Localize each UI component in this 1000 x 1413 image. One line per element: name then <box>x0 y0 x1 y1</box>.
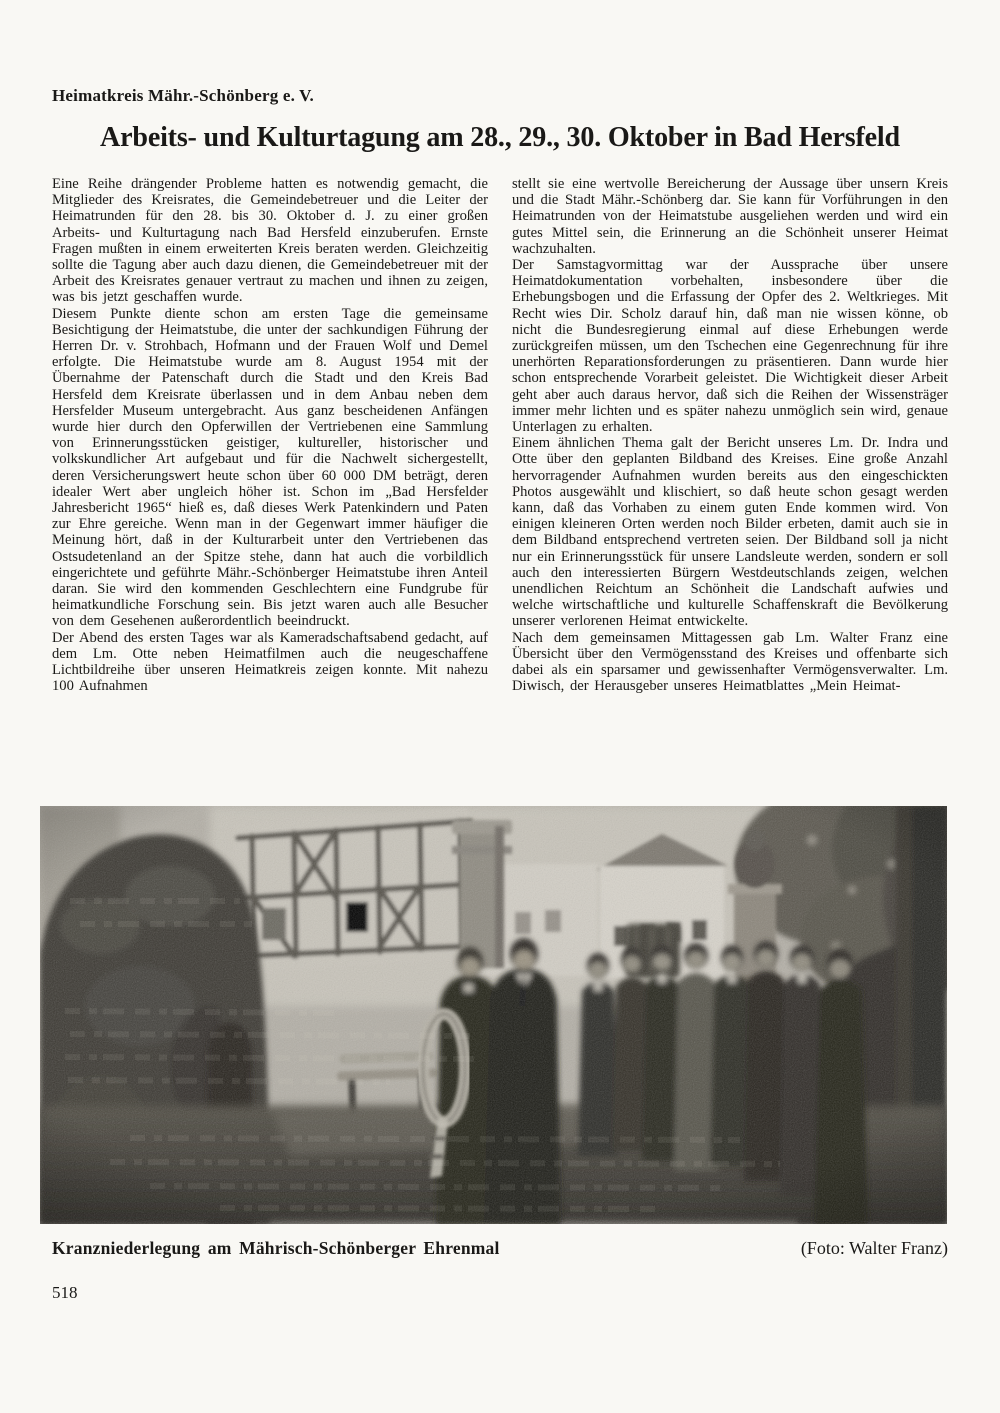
ceremony-photo <box>40 806 947 1224</box>
paragraph: Eine Reihe drängender Probleme hatten es notwendig gemacht, die Mitglieder des Kreisrates, die Gemeindebetreuer und die Leiter der Heimatrunden für den 28. bis 30. Oktober d. J. zu einer großen Arbeits- und Kulturtagung nach Bad Hersfeld einzuberufen. Ernste Fragen mußten in einem erweiterten Kreis beraten werden. Gleichzeitig sollte die Tagung aber auch dazu dienen, die Gemeindebetreuer mit der Arbeit des Kreisrates genauer vertraut zu machen und ihnen zu zeigen, was bis jetzt geschaffen wurde. <box>52 176 488 306</box>
vignette <box>40 806 947 1224</box>
paragraph: Einem ähnlichen Thema galt der Bericht unseres Lm. Dr. Indra und Otte über den geplanten Bildband des Kreises. Eine große Anzahl hervorragender Aufnahmen wurden bereits aus den eingeschickten Photos ausgewählt und klischiert, so daß heute schon gesagt werden kann, daß das Vorhaben zu einem guten Ende kommen wird. Von einigen kleineren Orten werden noch Bilder erbeten, damit auch sie in dem Bildband entsprechend vertreten seien. Der Bildband soll ja nicht nur ein Erinnerungsstück für unsere Landsleute werden, sondern er soll auch den interessierten Bürgern Westdeutschlands zeigen, welchen unendlichen Reichtum an Schönheit die Landschaft aufwies und welche wirtschaftliche und kulturelle Schaffenskraft die Bevölkerung unserer verlorenen Heimat entwickelte. <box>512 435 948 630</box>
society-name: Heimatkreis Mähr.-Schönberg e. V. <box>52 86 314 105</box>
photo-figure <box>40 806 947 1259</box>
article-title: Arbeits- und Kulturtagung am 28., 29., 30. Oktober in Bad Hersfeld <box>100 122 900 153</box>
paragraph: Der Samstagvormittag war der Aussprache über unsere Heimatdokumentation vorbehalten, insbesondere über die Erhebungsbogen und die Erfassung der Opfer des 2. Weltkrieges. Mit Recht wies Dir. Scholz darauf hin, daß man nie wissen könne, ob nicht die Bundesregierung einmal auf diese Erhebungen werde zurückgreifen müssen, um den Tschechen eine Gegenrechnung für ihre unerhörten Reparationsforderungen zu präsentieren. Dann wurde hier schon entsprechende Vorarbeit geleistet. Die Wichtigkeit dieser Arbeit geht aber auch daraus hervor, daß sich die Reihen der Wissensträger immer mehr lichten und es später nahezu unmöglich sein wird, genaue Unterlagen zu erhalten. <box>512 257 948 436</box>
paragraph: Nach dem gemeinsamen Mittagessen gab Lm. Walter Franz eine Übersicht über den Vermögensstand des Kreises und offenbarte sich dabei als ein sparsamer und gewissenhafter Vermögensverwalter. Lm. Diwisch, der Herausgeber unseres Heimatblattes „Mein Heimat- <box>512 629 948 695</box>
right-column <box>512 176 948 780</box>
left-column <box>52 176 488 780</box>
paragraph: Diesem Punkte diente schon am ersten Tage die gemeinsame Besichtigung der Heimatstube, die unter der sachkundigen Führung der Herren Dr. v. Strohbach, Hofmann und der Frauen Wolf und Demel erfolgte. Die Heimatstube wurde am 8. August 1954 mit der Übernahme der Patenschaft durch die Stadt und den Kreis Bad Hersfeld dem Kreisrate überlassen und in dem Anbau neben dem Hersfelder Museum untergebracht. Aus ganz bescheidenen Anfängen wurde hier durch den Opferwillen der Vertriebenen eine Sammlung von Erinnerungsstücken geistiger, kultureller, historischer und volkskundlicher Art aufgebaut und für die Nachwelt sichergestellt, deren Versicherungswert heute schon über 60 000 DM beträgt, deren idealer Wert aber ungleich höher ist. Schon im „Bad Hersfelder Jahresbericht 1965“ hieß es, daß dieses Werk Patenkindern und Paten zur Ehre gereiche. Wenn man in der Gegenwart immer häufiger die Meinung hört, daß in der Kulturarbeit unter den Vertriebenen das Ostsudetenland an der Spitze stehe, dann hat auch die vorbildlich eingerichtete und geführte Mähr.-Schönberger Heimatstube ihren Anteil daran. Sie wird den kommenden Geschlechtern eine Fundgrube für heimatkundliche Forschung sein. Bis jetzt waren auch alle Besucher von dem Gesehenen außerordentlich beeindruckt. <box>52 305 488 630</box>
article-body <box>52 176 948 780</box>
page-number: 518 <box>52 1283 78 1302</box>
paragraph: Der Abend des ersten Tages war als Kameradschaftsabend gedacht, auf dem Lm. Otte neben Heimatfilmen auch die neugeschaffene Lichtbildreihe über unseren Heimatkreis zeigen konnte. Mit nahezu 100 Aufnahmen <box>52 629 488 695</box>
caption-row <box>52 1238 948 1259</box>
paragraph: stellt sie eine wertvolle Bereicherung der Aussage über unsern Kreis und die Stadt Mähr.-Schönberg dar. Sie kann für Vorführungen in den Heimatrunden von der Heimatstube ausgeliehen werden und wird ein gutes Mittel sein, die Erinnerung an die Schönheit unserer Heimat wachzuhalten. <box>512 176 948 257</box>
photo-caption: Kranzniederlegung am Mährisch-Schönberger Ehrenmal <box>52 1238 500 1258</box>
photo-credit: (Foto: Walter Franz) <box>800 1238 948 1258</box>
